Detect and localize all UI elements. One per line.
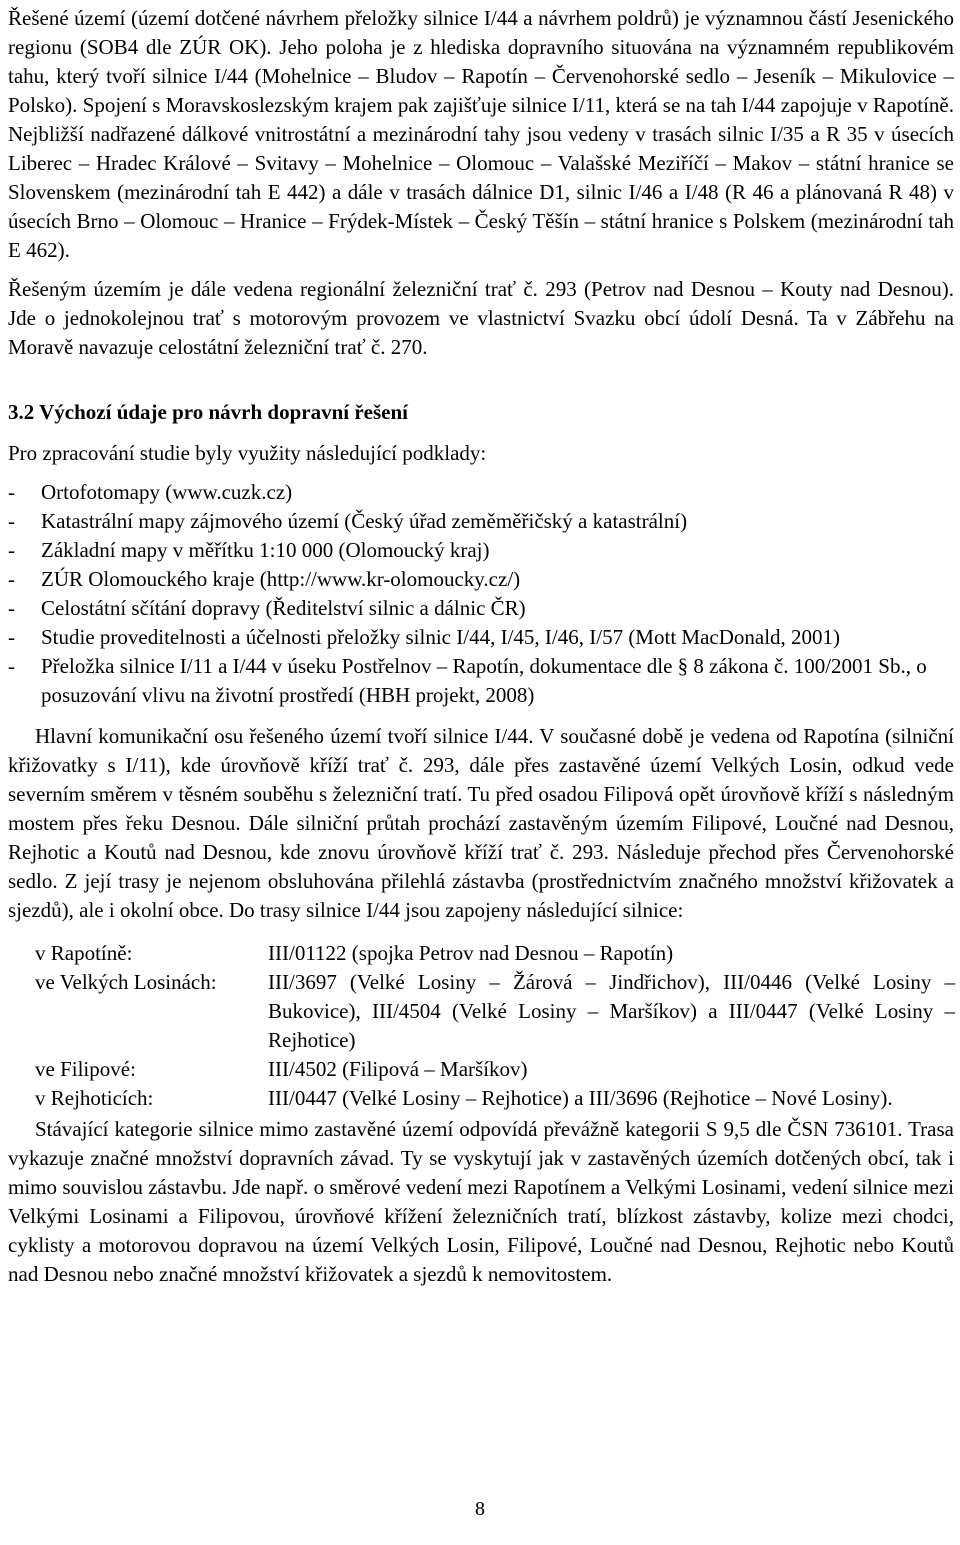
section-title: Výchozí údaje pro návrh dopravní řešení — [39, 400, 409, 424]
list-item: - Katastrální mapy zájmového území (Český úřad zeměměřičský a katastrální) — [8, 507, 954, 536]
paragraph-road-category: Stávající kategorie silnice mimo zastavěné území odpovídá převážně kategorii S 9,5 dle ČSN 736101. Trasa vykazuje značné množství dopravních závad. Ty se vyskytují jak v zastavěných územích dotčených obcí, tak i mimo souvislou zástavbu. Jde např. o směrové vedení mezi Rapotínem a Velkými Losinami, vedení silnice mezi Velkými Losinami a Filipovou, úrovňové křížení železničních tratí, blízkost zástavby, kolize mezi chodci, cyklisty a motorovou dopravou na území Velkých Losin, Filipové, Loučné nad Desnou, Rejhotic nebo Koutů nad Desnou nebo značné množství křižovatek a sjezdů k nemovitostem. — [8, 1117, 954, 1286]
list-dash: - — [8, 567, 15, 591]
section-heading — [8, 398, 954, 427]
table-row — [35, 939, 955, 968]
list-item: - Základní mapy v měřítku 1:10 000 (Olomoucký kraj) — [8, 536, 954, 565]
document-page — [8, 0, 954, 1289]
place-cell: ve Velkých Losinách: — [35, 970, 217, 994]
roads-cell: III/0447 (Velké Losiny – Rejhotice) a III/3696 (Rejhotice – Nové Losiny). — [268, 1086, 893, 1110]
paragraph-railway: Řešeným územím je dále vedena regionální železniční trať č. 293 (Petrov nad Desnou – Kouty nad Desnou). Jde o jednokolejnou trať s motorovým provozem ve vlastnictví Svazku obcí údolí Desná. Ta v Zábřehu na Moravě navazuje celostátní železniční trať č. 270. — [8, 277, 954, 359]
table-row — [35, 1084, 955, 1113]
section-number: 3.2 — [8, 400, 35, 424]
sources-intro: Pro zpracování studie byly využity následující podklady: — [8, 441, 487, 465]
table-row — [35, 1055, 955, 1084]
list-dash: - — [8, 538, 15, 562]
list-item: - Studie proveditelnosti a účelnosti přeložky silnic I/44, I/45, I/46, I/57 (Mott MacDonald, 2001) — [8, 623, 954, 652]
roads-cell: III/01122 (spojka Petrov nad Desnou – Rapotín) — [268, 941, 674, 965]
list-item: - Ortofotomapy (www.cuzk.cz) — [8, 478, 954, 507]
place-cell: ve Filipové: — [35, 1057, 136, 1081]
list-dash: - — [8, 596, 15, 620]
page-number: 8 — [475, 1498, 485, 1520]
paragraph-regional-location: Řešené území (území dotčené návrhem přeložky silnice I/44 a návrhem poldrů) je významnou částí Jesenického regionu (SOB4 dle ZÚR OK). Jeho poloha je z hlediska dopravního situována na významném republikovém tahu, který tvoří silnice I/44 (Mohelnice – Bludov – Rapotín – Červenohorské sedlo – Jeseník – Mikulovice – Polsko). Spojení s Moravskoslezským krajem pak zajišťuje silnice I/11, která se na tah I/44 zapojuje v Rapotíně. Nejbližší nadřazené dálkové vnitrostátní a mezinárodní tahy jsou vedeny v trasách silnic I/35 a R 35 v úsecích Liberec – Hradec Králové – Svitavy – Mohelnice – Olomouc – Valašské Meziříčí – Makov – státní hranice se Slovenskem (mezinárodní tah E 442) a dále v trasách dálnice D1, silnic I/46 a I/48 (R 46 a plánovaná R 48) v úsecích Brno – Olomouc – Hranice – Frýdek-Místek – Český Těšín – státní hranice s Polskem (mezinárodní tah E 462). — [8, 6, 954, 262]
list-dash: - — [8, 509, 15, 533]
paragraph-main-road: Hlavní komunikační osu řešeného území tvoří silnice I/44. V současné době je vedena od Rapotína (silniční křižovatky s I/11), kde úrovňově kříží trať č. 293, dále přes zastavěné území Velkých Losin, odkud vede severním směrem v těsném souběhu s železniční tratí. Tu před osadou Filipová opět úrovňově kříží s následným mostem přes řeku Desnou. Dále silniční průtah prochází zastavěným územím Filipové, Loučné nad Desnou, Rejhotic a Koutů nad Desnou, kde znovu úrovňově kříží trať č. 293. Následuje přechod přes Červenohorské sedlo. Z její trasy je nejenom obsluhována přilehlá zástavba (prostřednictvím značného množství křižovatek a sjezdů), ale i okolní obce. Do trasy silnice I/44 jsou zapojeny následující silnice: — [8, 724, 954, 922]
place-cell: v Rejhoticích: — [35, 1086, 154, 1110]
list-item: - Celostátní sčítání dopravy (Ředitelství silnic a dálnic ČR) — [8, 594, 954, 623]
list-dash: - — [8, 480, 15, 504]
list-item: - Přeložka silnice I/11 a I/44 v úseku Postřelnov – Rapotín, dokumentace dle § 8 zákona č. 100/2001 Sb., o posuzování vlivu na životní prostředí (HBH projekt, 2008) — [8, 654, 927, 707]
table-row — [35, 968, 955, 1055]
list-dash: - — [8, 654, 15, 678]
connected-roads-table — [35, 939, 955, 1113]
sources-list — [8, 478, 954, 710]
roads-cell: III/4502 (Filipová – Maršíkov) — [268, 1057, 528, 1081]
roads-cell: III/3697 (Velké Losiny – Žárová – Jindřichov), III/0446 (Velké Losiny – Bukovice), III/4504 (Velké Losiny – Maršíkov) a III/0447 (Velké Losiny – Rejhotice) — [268, 970, 955, 1052]
list-dash: - — [8, 625, 15, 649]
list-item: - ZÚR Olomouckého kraje (http://www.kr-olomoucky.cz/) — [8, 565, 954, 594]
place-cell: v Rapotíně: — [35, 941, 133, 965]
